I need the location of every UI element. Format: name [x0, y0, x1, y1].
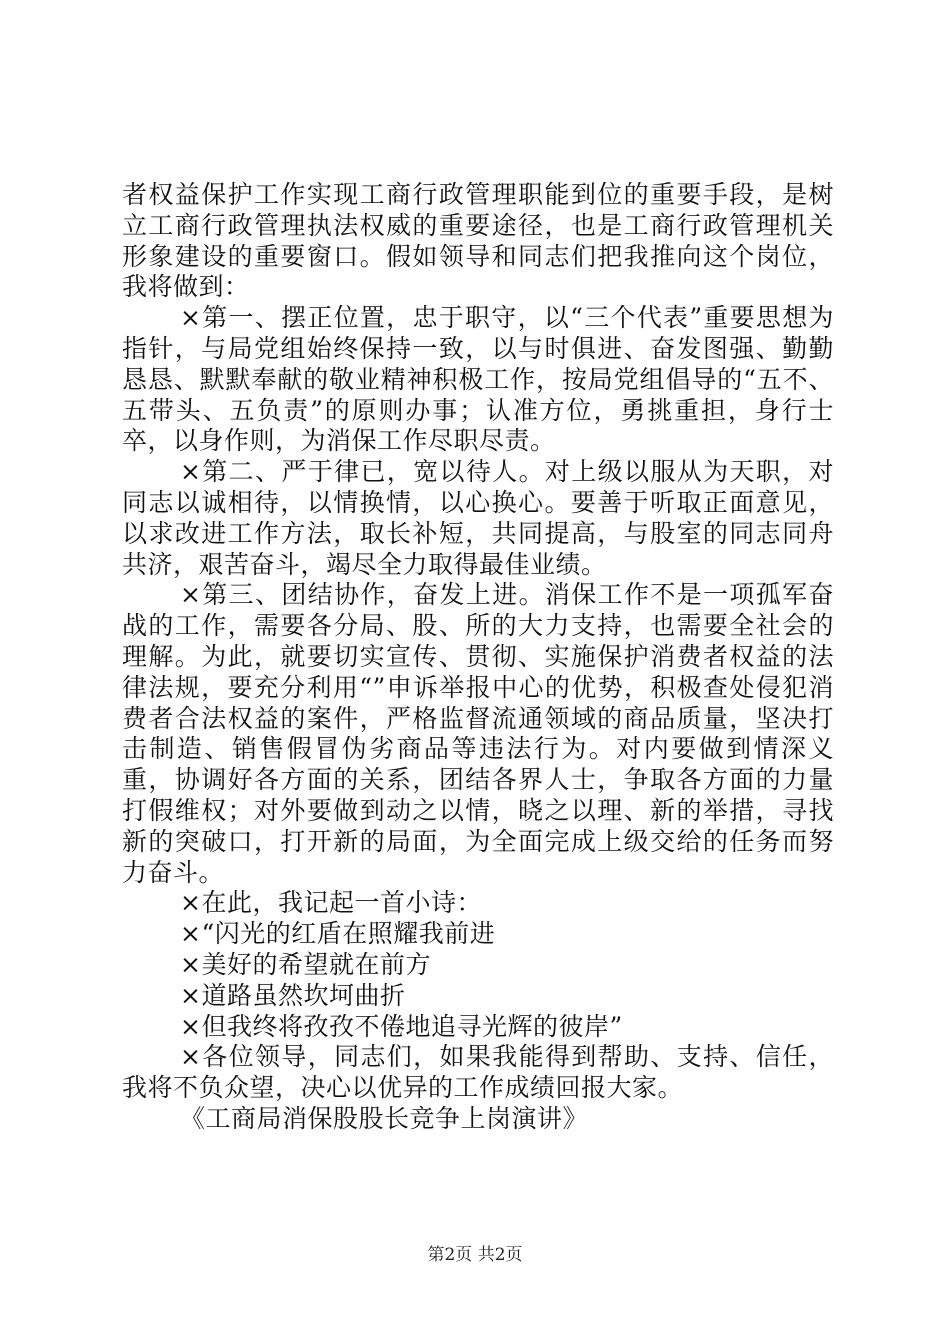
paragraph-point-two: ×第二、严于律已，宽以待人。对上级以服从为天职，对同志以诚相待，以情换情，以心换心。要善于听取正面意见，以求改进工作方法，取长补短，共同提高，与股室的同志同舟共济，艰苦奋斗，竭尽全力取得最佳业绩。	[122, 457, 834, 579]
paragraph-point-three: ×第三、团结协作，奋发上进。消保工作不是一项孤军奋战的工作，需要各分局、股、所的大力支持，也需要全社会的理解。为此，就要切实宣传、贯彻、实施保护消费者权益的法律法规，要充分利用“”申诉举报中心的优势，积极查处侵犯消费者合法权益的案件，严格监督流通领域的商品质量，坚决打击制造、销售假冒伪劣商品等违法行为。对内要做到情深义重，协调好各方面的关系，团结各界人士，争取各方面的力量打假维权；对外要做到动之以情，晓之以理、新的举措，寻找新的突破口，打开新的局面，为全面完成上级交给的任务而努力奋斗。	[122, 580, 834, 887]
poem-line-4: ×但我终将孜孜不倦地追寻光辉的彼岸”	[180, 1011, 623, 1041]
paragraph-poem-intro: ×在此，我记起一首小诗：	[180, 888, 482, 918]
poem-line-1: ×“闪光的红盾在照耀我前进	[180, 919, 496, 949]
paragraph-intro: 者权益保护工作实现工商行政管理职能到位的重要手段，是树立工商行政管理执法权威的重要途径，也是工商行政管理机关形象建设的重要窗口。假如领导和同志们把我推向这个岗位，我将做到：	[122, 180, 834, 302]
poem-line-3: ×道路虽然坎坷曲折	[180, 980, 406, 1010]
page-number-footer: 第2页 共2页	[427, 1245, 523, 1265]
poem-line-2: ×美好的希望就在前方	[180, 949, 431, 979]
paragraph-closing: ×各位领导，同志们，如果我能得到帮助、支持、信任，我将不负众望，决心以优异的工作成绩回报大家。	[122, 1042, 834, 1103]
document-body	[122, 180, 834, 1135]
paragraph-point-one: ×第一、摆正位置，忠于职守，以“三个代表”重要思想为指针，与局党组始终保持一致，以与时俱进、奋发图强、勤勤恳恳、默默奉献的敬业精神积极工作，按局党组倡导的“五不、五带头、五负责”的原则办事；认准方位，勇挑重担，身行士卒，以身作则，为消保工作尽职尽责。	[122, 303, 834, 456]
document-title-line: 《工商局消保股股长竞争上岗演讲》	[180, 1103, 589, 1133]
